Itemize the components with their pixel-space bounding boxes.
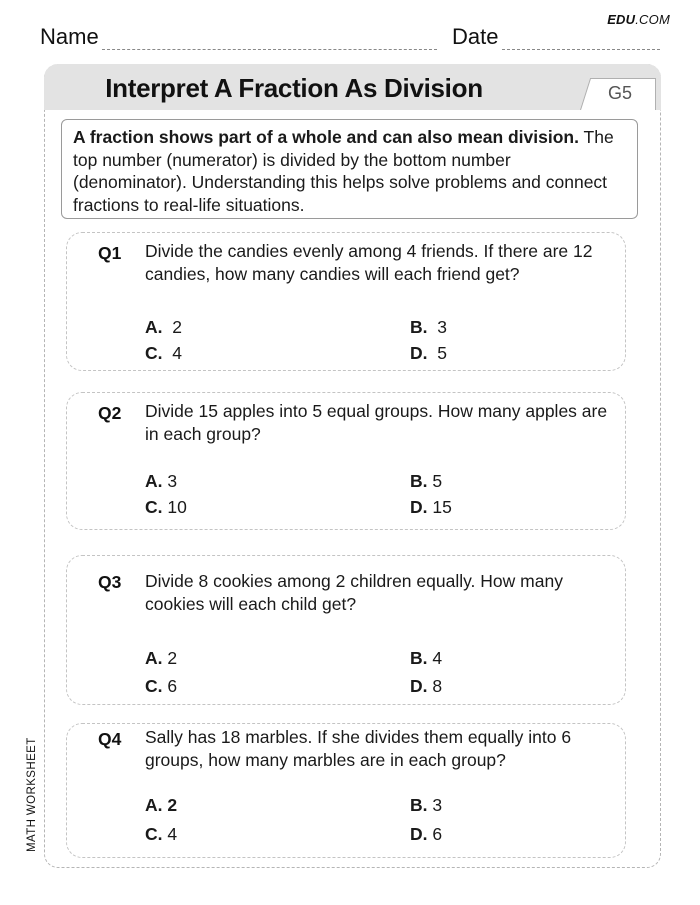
date-label: Date (452, 24, 499, 49)
intro-box (61, 119, 638, 219)
option-value: 2 (167, 648, 178, 668)
answer-option-a[interactable] (145, 317, 182, 338)
answer-option-a[interactable] (145, 648, 177, 669)
answer-option-b[interactable] (410, 648, 442, 669)
date-field[interactable] (502, 49, 660, 50)
option-letter: C. (145, 676, 163, 696)
option-letter: C. (145, 343, 163, 363)
option-letter: A. (145, 648, 163, 668)
answer-option-c[interactable] (145, 343, 182, 364)
answer-option-b[interactable] (410, 795, 442, 816)
option-letter: D. (410, 497, 428, 517)
brand-logo (607, 12, 670, 27)
option-value: 4 (432, 648, 443, 668)
worksheet-title: Interpret A Fraction As Division (105, 73, 483, 103)
option-value: 3 (167, 471, 178, 491)
name-date-row (40, 26, 660, 52)
answer-option-c[interactable] (145, 676, 177, 697)
option-letter: D. (410, 343, 428, 363)
question-text: Divide the candies evenly among 4 friends. If there are 12 candies, how many candies will each friend get? (145, 241, 593, 284)
option-value: 2 (172, 317, 182, 337)
option-letter: D. (410, 824, 428, 844)
option-letter: C. (145, 497, 163, 517)
option-letter: D. (410, 676, 428, 696)
answer-option-d[interactable] (410, 343, 447, 364)
option-value: 8 (432, 676, 443, 696)
answer-option-d[interactable] (410, 824, 442, 845)
option-value: 10 (167, 497, 187, 517)
option-value: 2 (167, 795, 178, 815)
option-value: 6 (432, 824, 443, 844)
option-letter: A. (145, 317, 163, 337)
answer-option-b[interactable] (410, 317, 447, 338)
question-number: Q3 (98, 572, 122, 592)
brand-logo-bold: EDU (607, 12, 636, 27)
brand-logo-rest: .COM (635, 12, 670, 27)
question-text: Divide 8 cookies among 2 children equally. How many cookies will each child get? (145, 571, 563, 614)
name-field[interactable] (102, 49, 437, 50)
option-letter: B. (410, 317, 428, 337)
option-value: 3 (432, 795, 443, 815)
option-letter: B. (410, 648, 428, 668)
question-number: Q1 (98, 243, 122, 263)
question-text: Sally has 18 marbles. If she divides them equally into 6 groups, how many marbles are in each group? (145, 727, 572, 770)
option-value: 4 (172, 343, 182, 363)
option-value: 4 (167, 824, 178, 844)
option-letter: B. (410, 795, 428, 815)
option-letter: B. (410, 471, 428, 491)
grade-badge: G5 (607, 83, 632, 103)
answer-option-c[interactable] (145, 824, 177, 845)
option-value: 3 (437, 317, 447, 337)
answer-option-a[interactable] (145, 471, 177, 492)
intro-text: The top number (numerator) is divided by the bottom number (denominator). Understanding this helps solve problems and connect fractions to real-life situations. (73, 127, 614, 215)
answer-option-a[interactable] (145, 795, 177, 816)
question-text: Divide 15 apples into 5 equal groups. How many apples are in each group? (145, 401, 608, 444)
option-value: 5 (432, 471, 443, 491)
option-value: 15 (432, 497, 452, 517)
option-value: 5 (437, 343, 447, 363)
answer-option-c[interactable] (145, 497, 187, 518)
side-label: MATH WORKSHEET (26, 737, 38, 852)
answer-option-d[interactable] (410, 676, 442, 697)
option-value: 6 (167, 676, 178, 696)
intro-bold-text: A fraction shows part of a whole and can also mean division. (73, 127, 579, 147)
option-letter: A. (145, 795, 163, 815)
option-letter: C. (145, 824, 163, 844)
option-letter: A. (145, 471, 163, 491)
question-number: Q4 (98, 729, 122, 749)
question-number: Q2 (98, 403, 122, 423)
answer-option-b[interactable] (410, 471, 442, 492)
name-label: Name (40, 24, 99, 49)
answer-option-d[interactable] (410, 497, 452, 518)
